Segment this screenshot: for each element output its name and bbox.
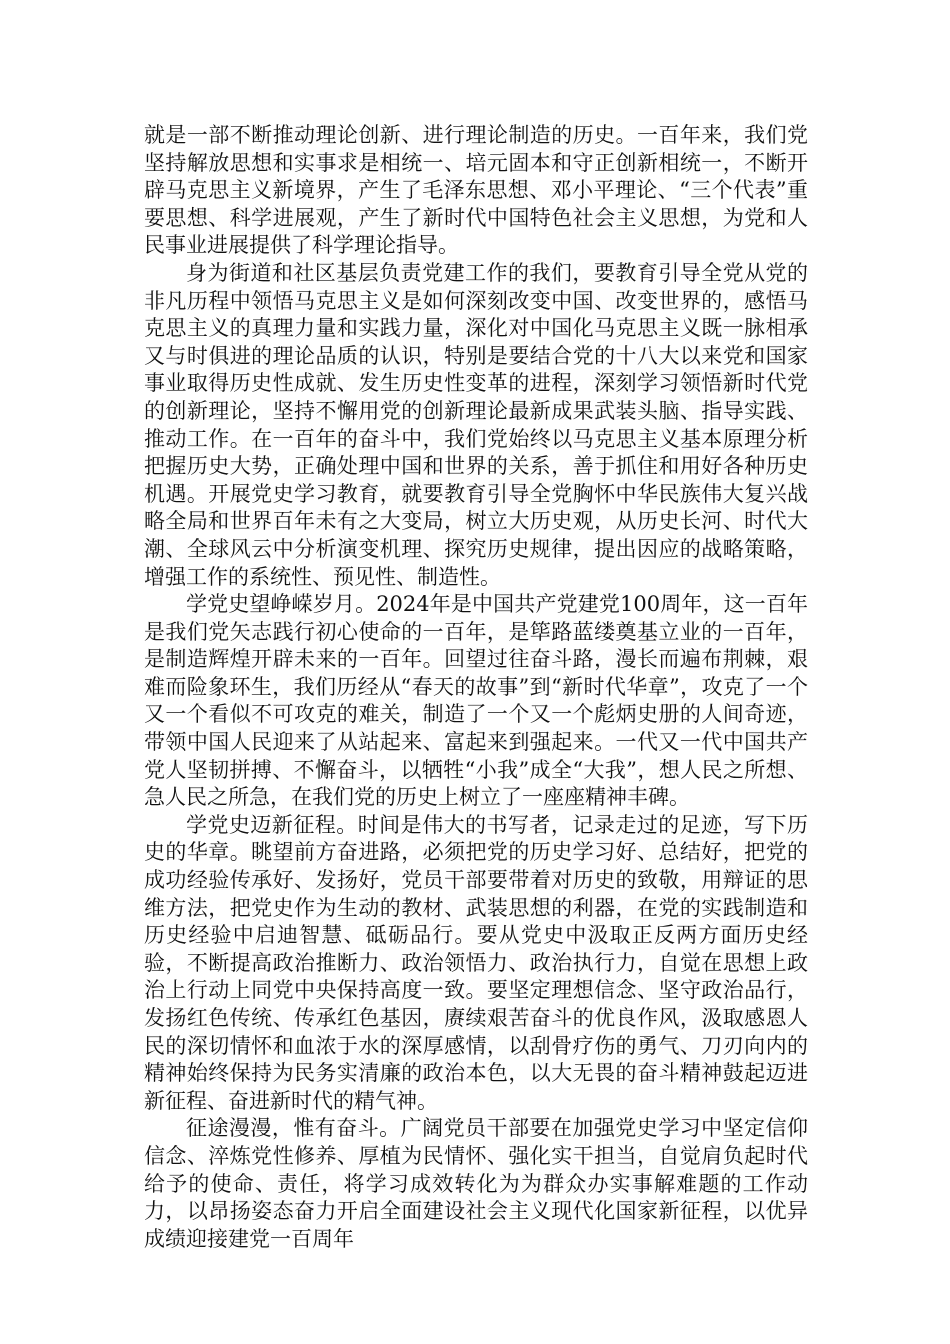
document-page [144,122,808,1253]
paragraph-2: 身为街道和社区基层负责党建工作的我们，要教育引导全党从党的非凡历程中领悟马克思主义是如何深刻改变中国、改变世界的，感悟马克思主义的真理力量和实践力量，深化对中国化马克思主义既一脉相承又与时俱进的理论品质的认识，特别是要结合党的十八大以来党和国家事业取得历史性成就、发生历史性变革的进程，深刻学习领悟新时代党的创新理论，坚持不懈用党的创新理论最新成果武装头脑、指导实践、推动工作。在一百年的奋斗中，我们党始终以马克思主义基本原理分析把握历史大势，正确处理中国和世界的关系，善于抓住和用好各种历史机遇。开展党史学习教育，就要教育引导全党胸怀中华民族伟大复兴战略全局和世界百年未有之大变局，树立大历史观，从历史长河、时代大潮、全球风云中分析演变机理、探究历史规律，提出因应的战略策略，增强工作的系统性、预见性、制造性。 [144,260,808,589]
paragraph-3: 学党史望峥嵘岁月。2024年是中国共产党建党100周年，这一百年是我们党矢志践行初心使命的一百年，是筚路蓝缕奠基立业的一百年，是制造辉煌开辟未来的一百年。回望过往奋斗路，漫长而遍布荆棘，艰难而险象环生，我们历经从“春天的故事”到“新时代华章”，攻克了一个又一个看似不可攻克的难关，制造了一个又一个彪炳史册的人间奇迹，带领中国人民迎来了从站起来、富起来到强起来。一代又一代中国共产党人坚韧拼搏、不懈奋斗，以牺牲“小我”成全“大我”，想人民之所想、急人民之所急，在我们党的历史上树立了一座座精神丰碑。 [144,592,808,810]
paragraph-4: 学党史迈新征程。时间是伟大的书写者，记录走过的足迹，写下历史的华章。眺望前方奋进路，必须把党的历史学习好、总结好，把党的成功经验传承好、发扬好，党员干部要带着对历史的致敬，用辩证的思维方法，把党史作为生动的教材、武装思想的利器，在党的实践制造和历史经验中启迪智慧、砥砺品行。要从党史中汲取正反两方面历史经验，不断提高政治推断力、政治领悟力、政治执行力，自觉在思想上政治上行动上同党中央保持高度一致。要坚定理想信念、坚守政治品行，发扬红色传统、传承红色基因，赓续艰苦奋斗的优良作风，汲取感恩人民的深切情怀和血浓于水的深厚感情，以刮骨疗伤的勇气、刀刃向内的精神始终保持为民务实清廉的政治本色，以大无畏的奋斗精神鼓起迈进新征程、奋进新时代的精气神。 [144,812,808,1113]
paragraph-1: 就是一部不断推动理论创新、进行理论制造的历史。一百年来，我们党坚持解放思想和实事求是相统一、培元固本和守正创新相统一，不断开辟马克思主义新境界，产生了毛泽东思想、邓小平理论、“三个代表”重要思想、科学进展观，产生了新时代中国特色社会主义思想，为党和人民事业进展提供了科学理论指导。 [144,123,808,258]
paragraph-5: 征途漫漫，惟有奋斗。广阔党员干部要在加强党史学习中坚定信仰信念、淬炼党性修养、厚植为民情怀、强化实干担当，自觉肩负起时代给予的使命、责任，将学习成效转化为为群众办实事解难题的工作动力，以昂扬姿态奋力开启全面建设社会主义现代化国家新征程，以优异成绩迎接建党一百周年 [144,1116,808,1251]
